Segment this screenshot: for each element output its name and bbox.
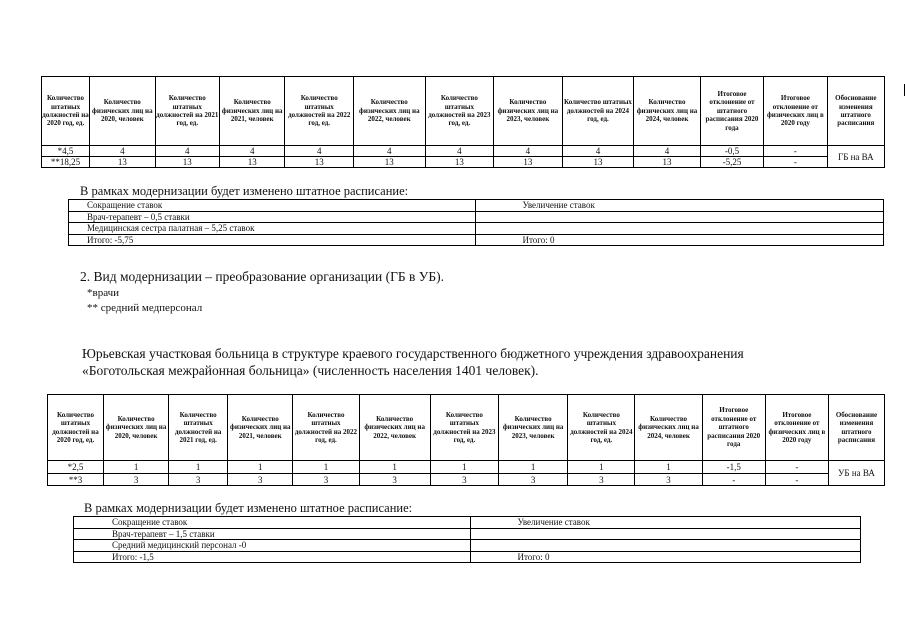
table-cell: 1 [359,461,430,474]
table-cell: - [764,157,827,168]
reduce-header: Сокращение ставок [69,200,476,212]
col-header: Количество штатных должностей на 2021 год, ед. [169,395,228,461]
table-cell: 1 [293,461,359,474]
table-cell: -5,25 [700,157,763,168]
table-cell: 3 [635,474,702,486]
table-cell: **18,25 [42,157,90,168]
table-cell: 1 [228,461,293,474]
col-header: Количество штатных должностей на 2021 год, ед. [155,77,219,146]
table-cell: 4 [285,146,354,157]
col-header: Итоговое отклонение от штатного расписания 2020 года [700,77,763,146]
table-cell: - [765,461,828,474]
table-cell: 4 [353,146,425,157]
table-cell: 1 [635,461,702,474]
reduce-total: Итого: -5,75 [69,234,476,246]
hospital-title-line1: Юрьевская участковая больница в структуре краевого государственного бюджетного учреждения здравоохранения [82,346,744,361]
table-cell: 3 [104,474,169,486]
col-header: Количество физических лиц на 2022, человек [359,395,430,461]
table-cell: 3 [499,474,568,486]
col-header: Количество штатных должностей на 2024 год, ед. [568,395,635,461]
table-cell: 13 [562,157,634,168]
col-header: Обоснование изменения штатного расписания [828,395,884,461]
table-cell: 3 [228,474,293,486]
hospital-title-line2: «Боготольская межрайонная больница» (численность населения 1401 человек). [82,363,539,378]
empty-cell [471,528,861,540]
table-cell: 13 [425,157,494,168]
table-cell: - [764,146,827,157]
table-cell: 4 [562,146,634,157]
reduce-item: Медицинская сестра палатная – 5,25 ставок [69,223,476,235]
increase-header: Увеличение ставок [476,200,884,212]
table-cell: 4 [494,146,563,157]
reduce-item: Врач-терапевт – 1,5 ставки [74,528,471,540]
col-header: Количество физических лиц на 2021, человек [219,77,284,146]
table-cell: 4 [219,146,284,157]
modernization-intro: В рамках модернизации будет изменено штатное расписание: [80,184,409,198]
footnote-doctors: *врачи [87,287,120,299]
reduce-header: Сокращение ставок [74,517,471,529]
col-header: Количество физических лиц на 2021, человек [228,395,293,461]
col-header: Количество штатных должностей на 2022 год, ед. [293,395,359,461]
table-cell: 4 [425,146,494,157]
table-cell: - [702,474,765,486]
reduce-item: Врач-терапевт – 0,5 ставки [69,211,476,223]
modernization-table-2 [73,516,861,563]
table-cell: *2,5 [48,461,104,474]
table-cell: 13 [285,157,354,168]
empty-cell [476,223,884,235]
table-cell: -0,5 [700,146,763,157]
justification-cell: ГБ на ВА [827,146,884,168]
col-header: Количество физических лиц на 2020, человек [90,77,155,146]
table-cell: 13 [353,157,425,168]
staff-table-2 [47,394,885,486]
col-header: Количество физических лиц на 2023, человек [499,395,568,461]
col-header: Количество штатных должностей на 2024 год, ед. [562,77,634,146]
table-row [48,474,885,486]
staff-table-1 [41,76,885,168]
table-cell: 3 [568,474,635,486]
table-row [48,461,885,474]
table-cell: *4,5 [42,146,90,157]
increase-total: Итого: 0 [471,551,861,563]
table-cell: 1 [568,461,635,474]
col-header: Количество физических лиц на 2023, человек [494,77,563,146]
col-header: Количество штатных должностей на 2020 год, ед. [48,395,104,461]
table-cell: 13 [90,157,155,168]
table-cell: 1 [169,461,228,474]
table-cell: 4 [155,146,219,157]
table-cell: 4 [90,146,155,157]
justification-cell: УБ на ВА [828,461,884,486]
col-header: Количество штатных должностей на 2023 год, ед. [425,77,494,146]
col-header: Обоснование изменения штатного расписания [827,77,884,146]
table-cell: 1 [499,461,568,474]
table-cell: 1 [430,461,498,474]
col-header: Итоговое отклонение от штатного расписания 2020 года [702,395,765,461]
col-header: Итоговое отклонение от физических лиц в 2020 году [764,77,827,146]
table-row [42,146,885,157]
table-cell: 13 [219,157,284,168]
modernization-table-1 [68,199,884,246]
col-header: Количество физических лиц на 2024, человек [634,77,700,146]
table-cell: 13 [634,157,700,168]
table-row [42,157,885,168]
col-header: Итоговое отклонение от физических лиц в 2020 году [765,395,828,461]
table-cell: 13 [494,157,563,168]
table-cell: - [765,474,828,486]
table-cell: 3 [430,474,498,486]
table-cell: 1 [104,461,169,474]
reduce-item: Средний медицинский персонал -0 [74,540,471,552]
col-header: Количество штатных должностей на 2023 год, ед. [430,395,498,461]
col-header: Количество штатных должностей на 2020 год, ед. [42,77,90,146]
increase-total: Итого: 0 [476,234,884,246]
col-header: Количество физических лиц на 2022, человек [353,77,425,146]
table-cell: -1,5 [702,461,765,474]
table-cell: 3 [169,474,228,486]
increase-header: Увеличение ставок [471,517,861,529]
table-cell: 4 [634,146,700,157]
col-header: Количество штатных должностей на 2022 год, ед. [285,77,354,146]
col-header: Количество физических лиц на 2024, человек [635,395,702,461]
section-heading: 2. Вид модернизации – преобразование организации (ГБ в УБ). [80,269,444,284]
reduce-total: Итого: -1,5 [74,551,471,563]
empty-cell [476,211,884,223]
modernization-intro: В рамках модернизации будет изменено штатное расписание: [84,501,413,515]
empty-cell [471,540,861,552]
footnote-nurses: ** средний медперсонал [87,302,203,314]
table-cell: **3 [48,474,104,486]
col-header: Количество физических лиц на 2020, человек [104,395,169,461]
table-cell: 13 [155,157,219,168]
table-cell: 3 [293,474,359,486]
table-cell: 3 [359,474,430,486]
